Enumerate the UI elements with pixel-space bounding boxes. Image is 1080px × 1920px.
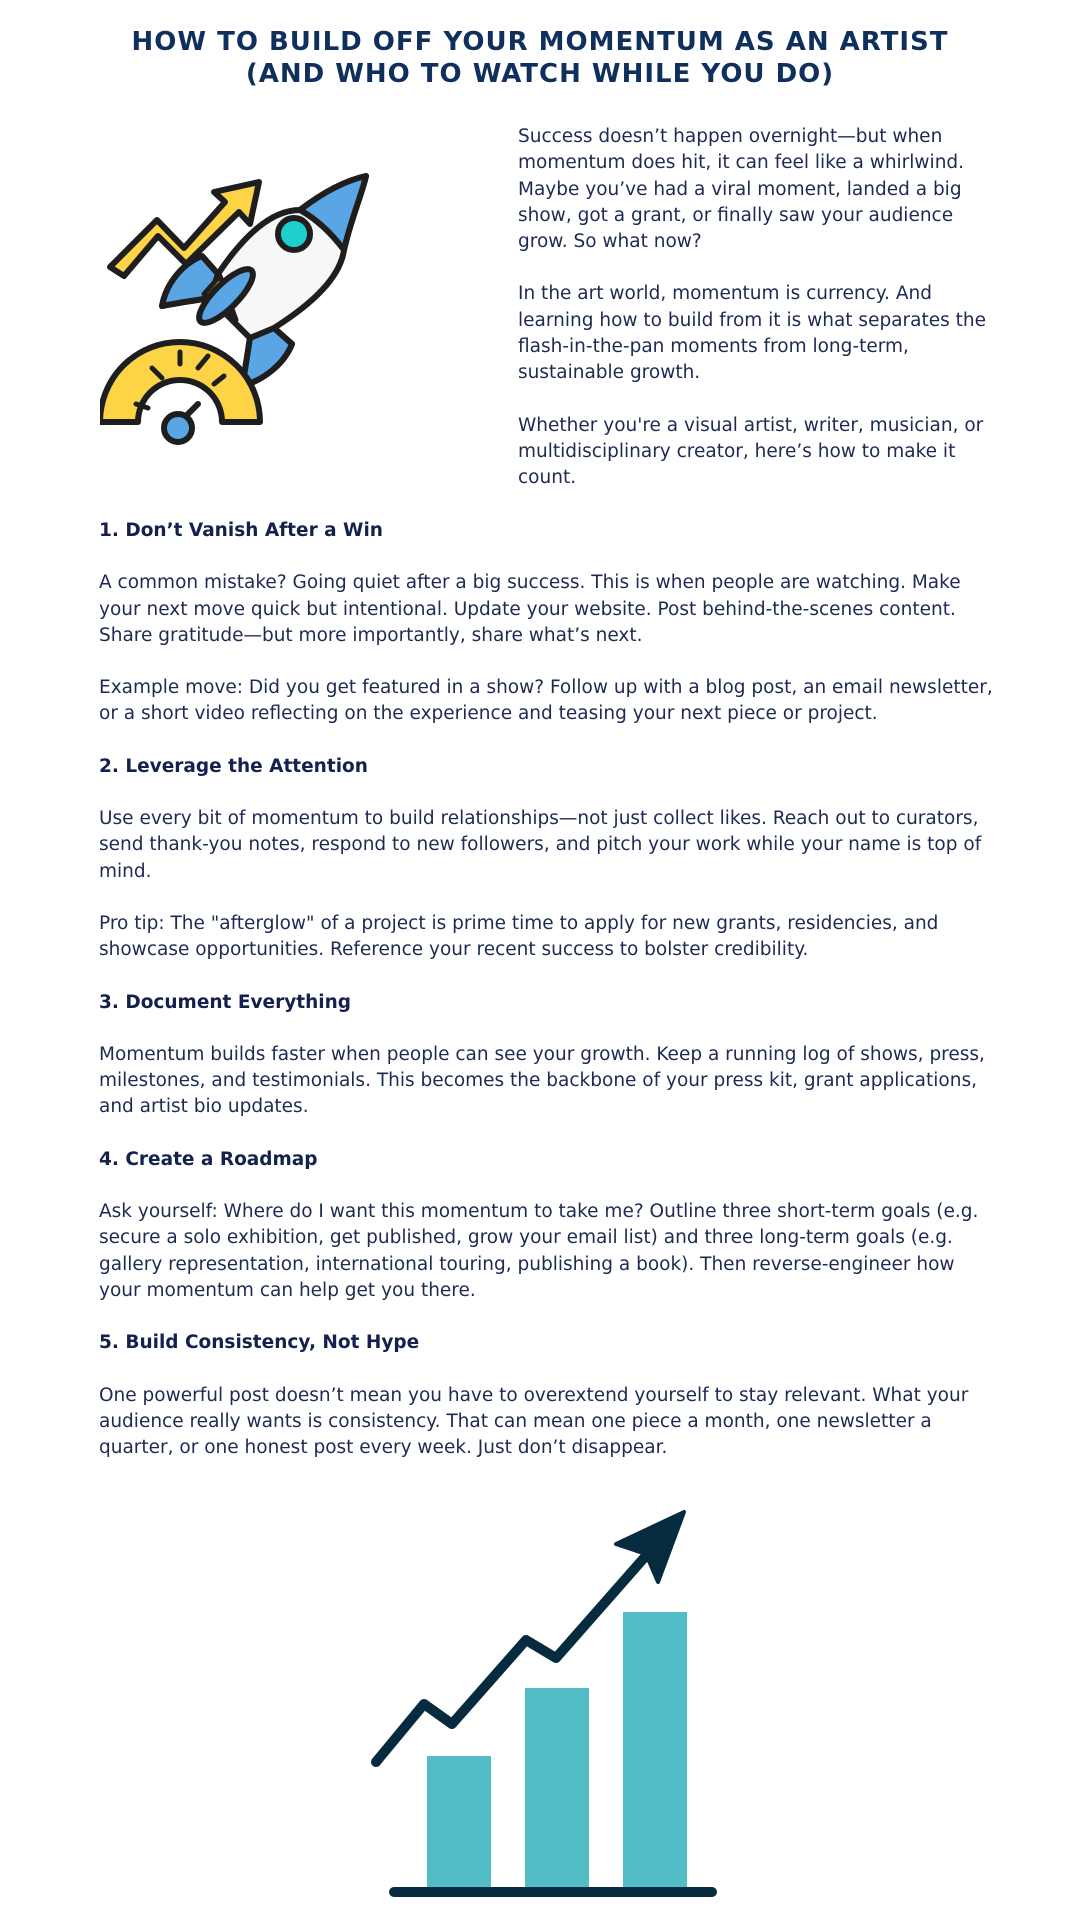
section-1-paragraph-2: Example move: Did you get featured in a show? Follow up with a blog post, an email newsletter, or a short video reflecting on the experience and teasing your next piece or project.	[99, 677, 993, 725]
intro-paragraph: Whether you're a visual artist, writer, musician, or multidisciplinary creator, here’s how to make it count.	[518, 414, 984, 489]
section-3-paragraph-1: Momentum builds faster when people can see your growth. Keep a running log of shows, press, milestones, and testimonials. This becomes the backbone of your press kit, grant applications, and artist bio updates.	[99, 1043, 985, 1118]
page-title-line-2: (AND WHO TO WATCH WHILE YOU DO)	[245, 59, 835, 89]
section-5-paragraph-1: One powerful post doesn’t mean you have to overextend yourself to stay relevant. What your audience really wants is consistency. That can mean one piece a month, one newsletter a quarter, or one honest post every week. Just don’t disappear.	[99, 1384, 969, 1459]
intro-column	[518, 124, 1008, 518]
section-2-paragraph-1: Use every bit of momentum to build relationships—not just collect likes. Reach out to curators, send thank-you notes, respond to new followers, and pitch your work while your name is top of mind.	[99, 808, 982, 882]
page-title	[0, 26, 1080, 90]
growth-trend-line	[376, 1558, 644, 1762]
intro-paragraph: Success doesn’t happen overnight—but when momentum does hit, it can feel like a whirlwind. Maybe you’ve had a viral moment, landed a big show, got a grant, or finally saw your audience grow. So what now?	[518, 126, 965, 253]
growth-bar-1	[427, 1756, 491, 1888]
section-heading-3: 3. Document Everything	[99, 991, 352, 1013]
speedometer-icon	[100, 342, 260, 442]
growth-bar-2	[525, 1688, 589, 1888]
section-heading-1: 1. Don’t Vanish After a Win	[99, 520, 383, 541]
section-1-paragraph-1: A common mistake? Going quiet after a big success. This is when people are watching. Make your next move quick but intentional. Update your website. Post behind-the-scenes content. Share gratitude—but more importantly, share what’s next.	[99, 572, 961, 646]
section-2-paragraph-2: Pro tip: The "afterglow" of a project is prime time to apply for new grants, residencies, and showcase opportunities. Reference your recent success to bolster credibility.	[99, 912, 939, 961]
intro-paragraph: In the art world, momentum is currency. And learning how to build from it is what separates the flash-in-the-pan moments from long-term, sustainable growth.	[518, 283, 986, 384]
growth-chart-icon	[366, 1500, 726, 1900]
section-heading-5: 5. Build Consistency, Not Hype	[99, 1332, 420, 1354]
section-heading-2: 2. Leverage the Attention	[99, 755, 368, 777]
hero-illustration	[100, 150, 480, 480]
section-heading-4: 4. Create a Roadmap	[99, 1148, 318, 1170]
article-body	[99, 518, 999, 1487]
section-4-paragraph-1: Ask yourself: Where do I want this momentum to take me? Outline three short-term goals (e.g. secure a solo exhibition, get published, grow your email list) and three long-term goals (e.g. gallery representation, international touring, publishing a book). Then reverse-engineer how your momentum can help get you there.	[99, 1201, 979, 1301]
page-title-line-1: HOW TO BUILD OFF YOUR MOMENTUM AS AN ARTIST	[131, 27, 949, 57]
growth-bar-3	[623, 1612, 687, 1888]
